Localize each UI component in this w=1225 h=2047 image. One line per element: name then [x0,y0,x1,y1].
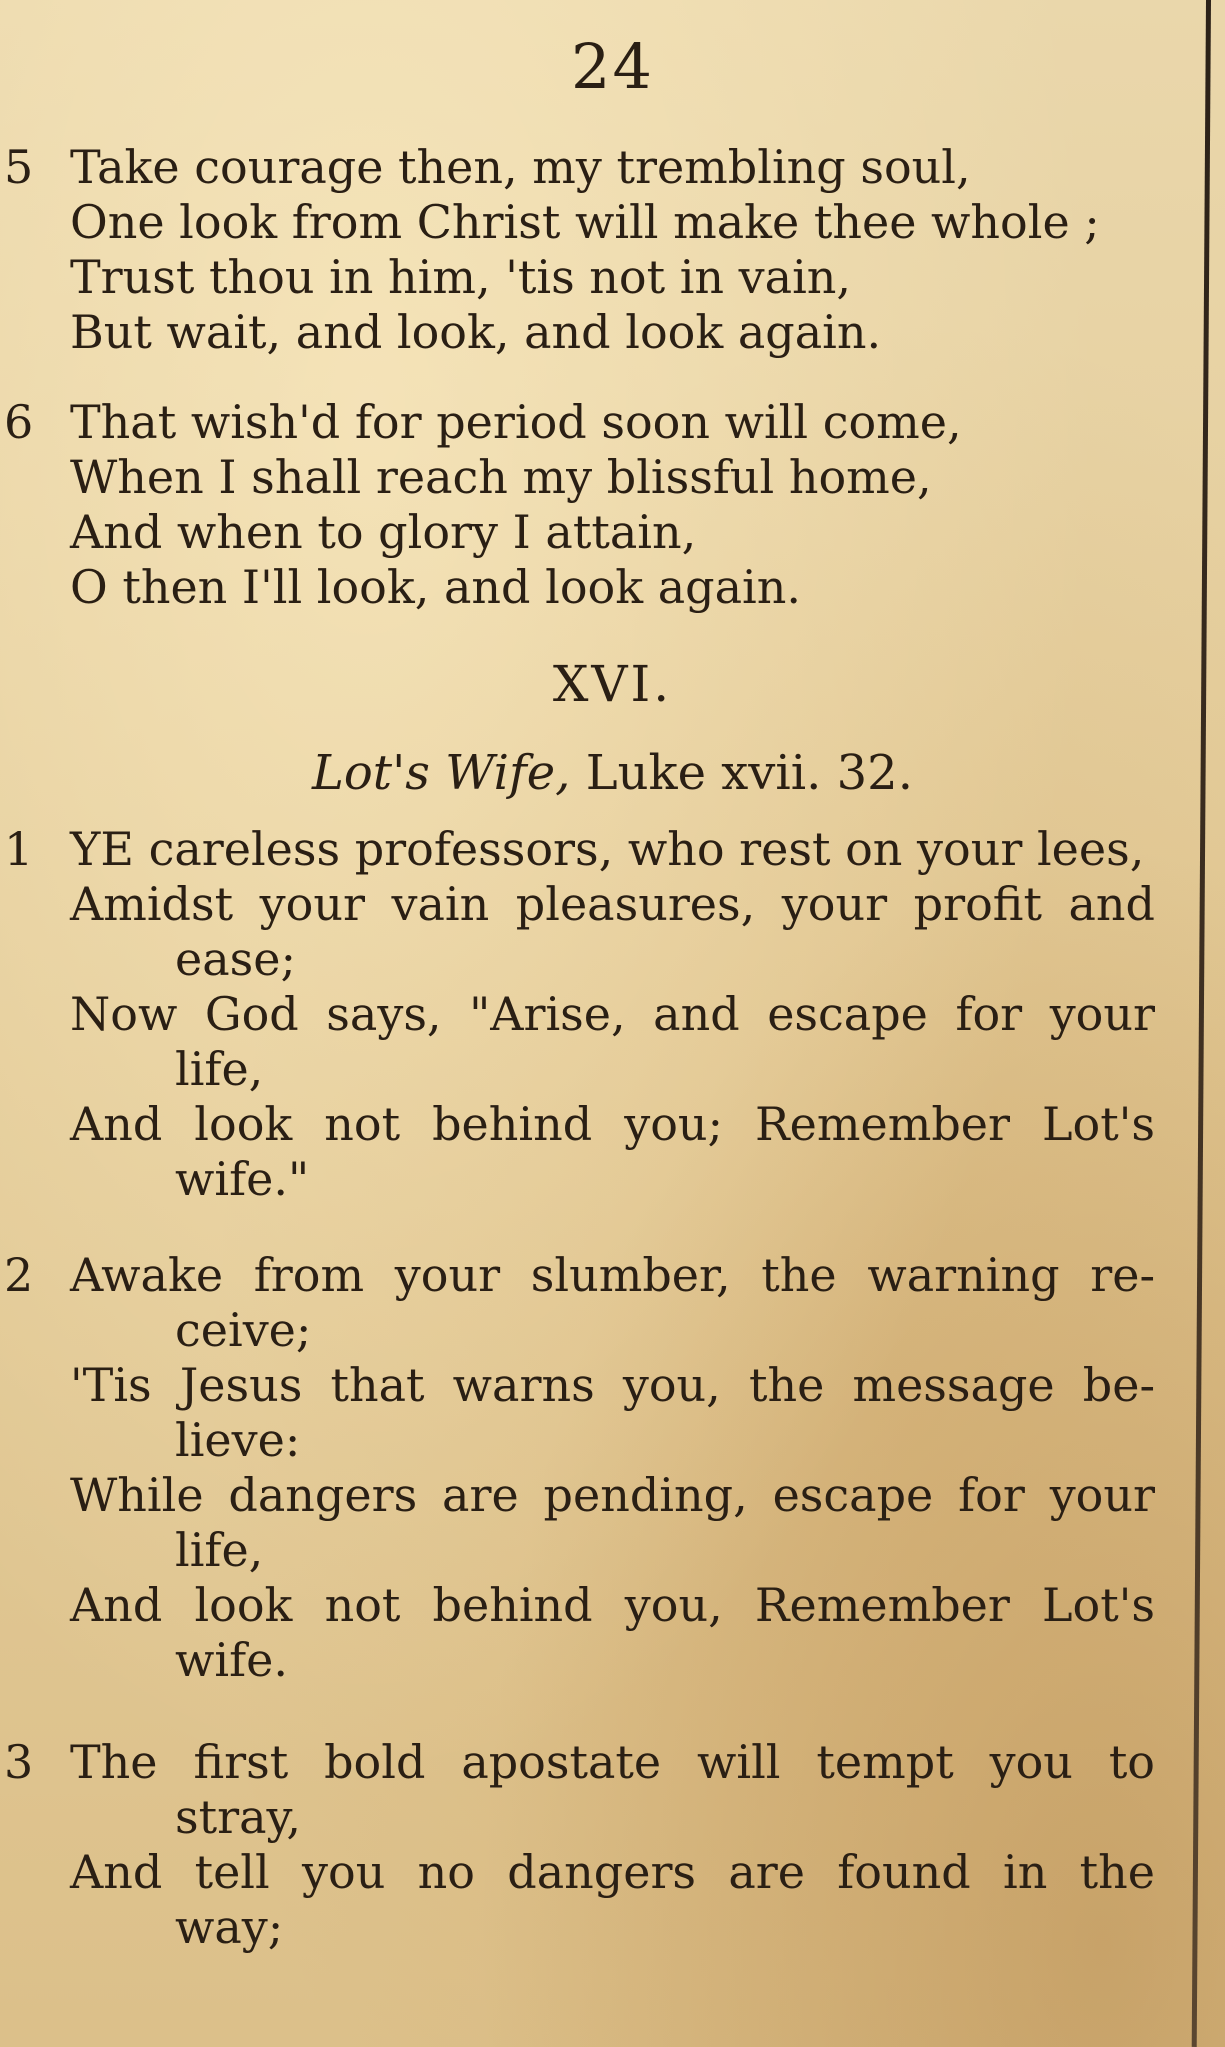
verse-line-continuation: ease; [175,932,296,986]
verse-line: While dangers are pending, escape for your [70,1468,1155,1522]
verse-line: And look not behind you; Remember Lot's [70,1097,1155,1151]
verse-line: 'Tis Jesus that warns you, the message be- [70,1358,1155,1412]
verse-line: O then I'll look, and look again. [70,560,801,614]
verse-line: Trust thou in him, 'tis not in vain, [70,250,852,304]
hymn-number: XVI. [552,655,673,713]
verse-line-continuation: stray, [175,1790,302,1844]
verse-line: Now God says, "Arise, and escape for your [70,987,1155,1041]
verse-line [0,395,1160,450]
verse-line: But wait, and look, and look again. [70,305,882,359]
verse-line: When I shall reach my blissful home, [70,450,932,504]
page-edge [1192,0,1211,2047]
verse-text: The first bold apostate will tempt you to [70,1735,1155,1789]
hymn-scripture-ref: Luke xvii. 32. [570,745,913,801]
verse-text: Awake from your slumber, the warning re- [70,1248,1155,1302]
verse-2 [0,1248,1160,1688]
verse-line-continuation: ceive; [175,1303,312,1357]
verse-line: And when to glory I attain, [70,505,697,559]
verse-line-continuation: lieve: [175,1413,301,1467]
verse-line: And tell you no dangers are found in the [70,1845,1155,1899]
verse-line [0,1248,1155,1303]
verse-line [0,140,1160,195]
verse-line: One look from Christ will make thee whole ; [70,195,1100,249]
verse-line [0,822,1160,877]
verse-line: And look not behind you, Remember Lot's [70,1578,1155,1632]
verse-number: 2 [4,1248,34,1302]
verse-line: Amidst your vain pleasures, your profit and [70,877,1155,931]
verse-number: 1 [4,822,34,876]
verse-number: 6 [4,395,34,449]
stanza-6 [0,395,1160,615]
hymn-title-italic: Lot's Wife, [312,745,571,801]
verse-3 [0,1735,1160,1955]
verse-number: 3 [4,1735,34,1789]
verse-line-continuation: life, [175,1042,264,1096]
verse-line [0,1735,1155,1790]
verse-line-continuation: wife." [175,1152,310,1206]
page-number: 24 [571,30,654,103]
verse-text: Take courage then, my trembling soul, [70,140,971,194]
verse-1 [0,822,1160,1207]
verse-line-continuation: wife. [175,1633,288,1687]
hymn-title [0,745,1225,801]
verse-line-continuation: way; [175,1900,284,1954]
verse-line-continuation: life, [175,1523,264,1577]
stanza-5 [0,140,1160,360]
verse-number: 5 [4,140,34,194]
verse-text: That wish'd for period soon will come, [70,395,962,449]
verse-text: YE careless professors, who rest on your lees, [70,822,1145,876]
